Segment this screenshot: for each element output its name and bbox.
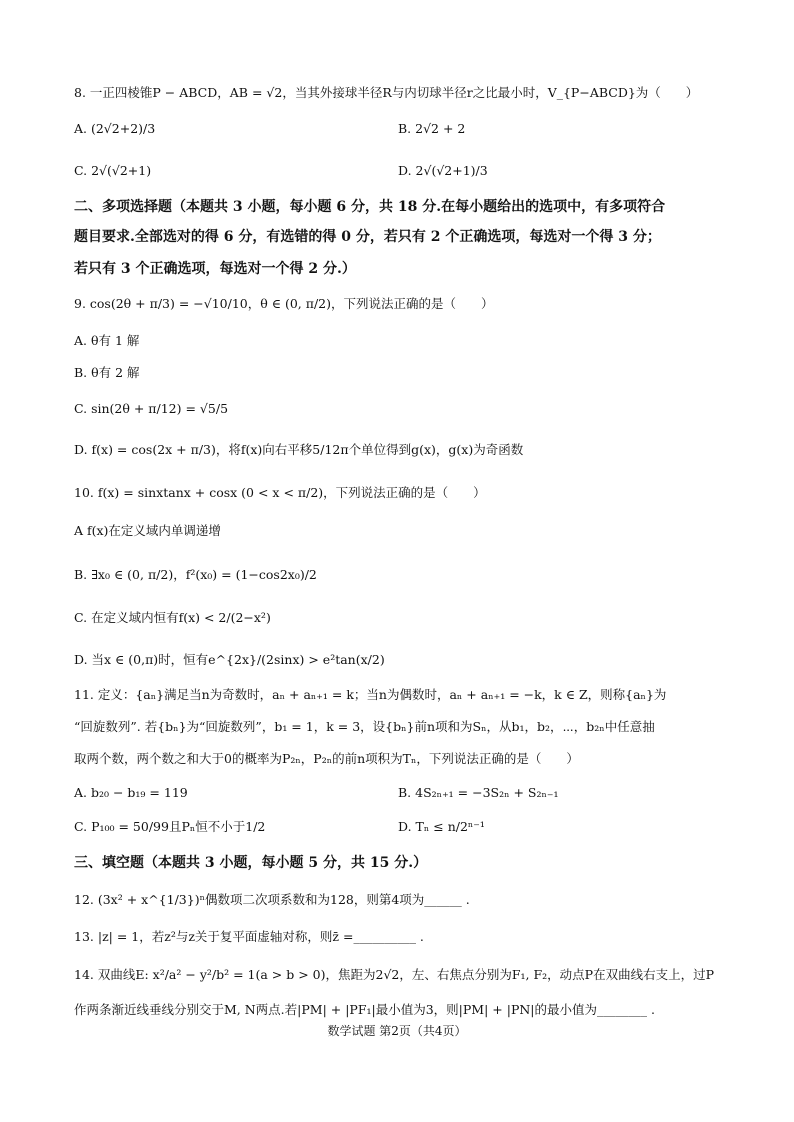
question-8-option-c: C. 2√(√2+1) [74,163,152,178]
question-10-option-c: C. 在定义域内恒有f(x) < 2/(2−x²) [74,610,271,625]
question-13: 13. |z| = 1，若z²与z关于复平面虚轴对称，则z̄ =__________ . [74,929,424,944]
question-9-option-c: C. sin(2θ + π/12) = √5/5 [74,401,229,416]
section-3-heading: 三、填空题（本题共 3 小题，每小题 5 分，共 15 分.） [74,855,428,871]
section-2-heading-line-2: 题目要求.全部选对的得 6 分，有选错的得 0 分，若只有 2 个正确选项，每选对一个得 3 分； [74,229,661,245]
question-14-line-2: 作两条渐近线垂线分别交于M, N两点.若|PM| + |PF₁|最小值为3，则|PM| + |PN|的最小值为________ . [74,1002,655,1017]
question-10-option-a: A f(x)在定义域内单调递增 [74,523,221,538]
question-9-option-a: A. θ有 1 解 [74,333,140,348]
question-11-option-b: B. 4S₂ₙ₊₁ = −3S₂ₙ + S₂ₙ₋₁ [398,785,559,800]
question-14-line-1: 14. 双曲线E: x²/a² − y²/b² = 1(a > b > 0)，焦距为2√2，左、右焦点分别为F₁, F₂，动点P在双曲线右支上，过P [74,967,714,982]
question-8-option-d: D. 2√(√2+1)/3 [398,163,488,178]
question-11-stem-line-1: 11. 定义：{aₙ}满足当n为奇数时，aₙ + aₙ₊₁ = k；当n为偶数时，aₙ + aₙ₊₁ = −k，k ∈ Z，则称{aₙ}为 [74,687,667,702]
section-2-heading-line-3: 若只有 3 个正确选项，每选对一个得 2 分.） [74,261,356,277]
question-12: 12. (3x² + x^{1/3})ⁿ偶数项二次项系数和为128，则第4项为______ . [74,892,470,907]
question-11-option-d: D. Tₙ ≤ n/2ⁿ⁻¹ [398,819,485,834]
question-10-option-d: D. 当x ∈ (0,π)时，恒有e^{2x}/(2sinx) > e²tan(x/2) [74,652,385,667]
question-11-stem-line-3: 取两个数，两个数之和大于0的概率为P₂ₙ，P₂ₙ的前n项积为Tₙ，下列说法正确的是（ ） [74,751,579,766]
question-11-option-c: C. P₁₀₀ = 50/99且Pₙ恒不小于1/2 [74,819,266,834]
question-8-option-a: A. (2√2+2)/3 [74,121,156,136]
question-11-stem-line-2: “回旋数列”. 若{bₙ}为“回旋数列”，b₁ = 1，k = 3，设{bₙ}前n项和为Sₙ，从b₁，b₂，⋯，b₂ₙ中任意抽 [74,719,655,734]
question-11-option-a: A. b₂₀ − b₁₉ = 119 [74,785,188,800]
question-9-option-d: D. f(x) = cos(2x + π/3)，将f(x)向右平移5/12π个单位得到g(x)，g(x)为奇函数 [74,442,524,457]
question-9-option-b: B. θ有 2 解 [74,365,140,380]
page-footer: 数学试题 第2页（共4页） [327,1024,467,1038]
question-9-stem: 9. cos(2θ + π/3) = −√10/10，θ ∈ (0, π/2)，下列说法正确的是（ ） [74,296,494,311]
question-8-option-b: B. 2√2 + 2 [398,121,466,136]
question-8-stem: 8. 一正四棱锥P − ABCD，AB = √2，当其外接球半径R与内切球半径r之比最小时，V_{P−ABCD}为（ ） [74,85,699,100]
section-2-heading-line-1: 二、多项选择题（本题共 3 小题，每小题 6 分，共 18 分.在每小题给出的选项中，有多项符合 [74,199,666,215]
question-10-stem: 10. f(x) = sinxtanx + cosx (0 < x < π/2)，下列说法正确的是（ ） [74,485,486,500]
question-10-option-b: B. ∃x₀ ∈ (0, π/2)，f²(x₀) = (1−cos2x₀)/2 [74,567,317,582]
